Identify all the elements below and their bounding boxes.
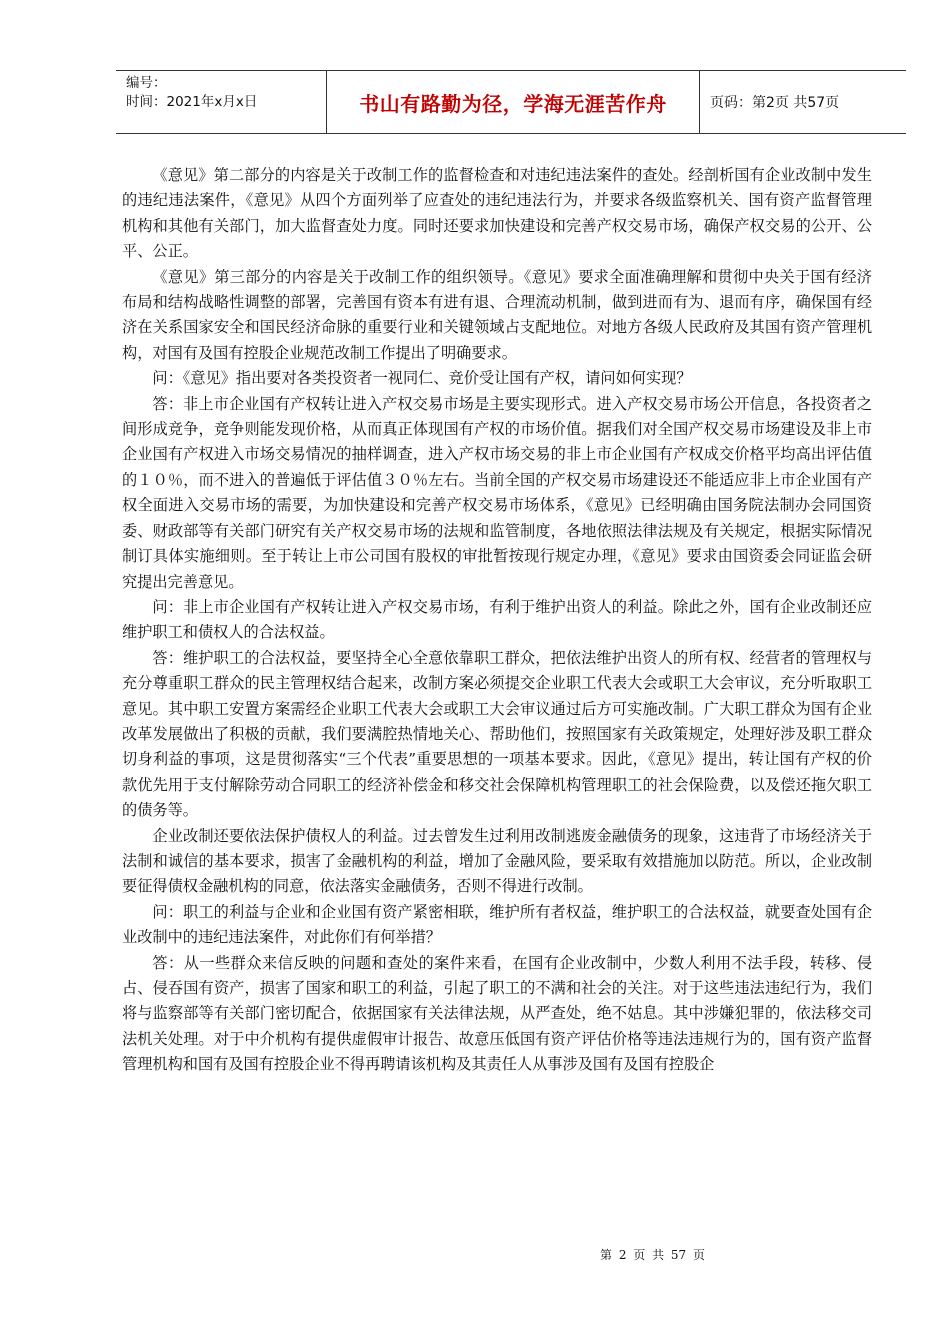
question-1: 问：《意见》指出要对各类投资者一视同仁、竞价受让国有产权，请问如何实现？: [152, 369, 692, 388]
header-motto: 书山有路勤为径，学海无涯苦作舟: [326, 71, 700, 133]
document-number-label: 编号：: [126, 75, 167, 91]
answer-2: 答：维护职工的合法权益，要坚持全心全意依靠职工群众，把依法维护出资人的所有权、经营者的管理权与充分尊重职工群众的民主管理权结合起来，改制方案必须提交企业职工代表大会或职工大会审议，充分听取职工意见。其中职工安置方案需经企业职工代表大会或职工大会审议通过后方可实施改制。广大职工群众为国有企业改革发展做出了积极的贡献，我们要满腔热情地关心、帮助他们，按照国家有关政策规定，处理好涉及职工群众切身利益的事项，这是贯彻落实“三个代表”重要思想的一项基本要求。因此，《意见》提出，转让国有产权的价款优先用于支付解除劳动合同职工的经济补偿金和移交社会保障机构管理职工的社会保险费，以及偿还拖欠职工的债务等。: [122, 648, 872, 820]
header-page-label: 页码：第2页 共57页: [710, 95, 840, 111]
answer-1: 答：非上市企业国有产权转让进入产权交易市场是主要实现形式。进入产权交易市场公开信息，各投资者之间形成竞争，竞争则能发现价格，从而真正体现国有产权的市场价值。据我们对全国产权交易市场建设及非上市企业国有产权进入市场交易情况的抽样调查，进入产权市场交易的非上市企业国有产权成交价格平均高出评估值的１０％，而不进入的普遍低于评估值３０％左右。当前全国的产权交易市场建设还不能适应非上市企业国有产权全面进入交易市场的需要，为加快建设和完善产权交易市场体系，《意见》已经明确由国务院法制办会同国资委、财政部等有关部门研究有关产权交易市场的法规和监管制度，各地依照法律法规及有关规定，根据实际情况制订具体实施细则。至于转让上市公司国有股权的审批暂按现行规定办理，《意见》要求由国资委会同证监会研究提出完善意见。: [122, 394, 872, 591]
question-2: 问：非上市企业国有产权转让进入产权交易市场，有利于维护出资人的利益。除此之外，国有企业改制还应维护职工和债权人的合法权益。: [122, 597, 872, 642]
answer-3: 答：从一些群众来信反映的问题和查处的案件来看，在国有企业改制中，少数人利用不法手段，转移、侵占、侵吞国有资产，损害了国家和职工的利益，引起了职工的不满和社会的关注。对于这些违法违纪行为，我们将与监察部等有关部门密切配合，依据国家有关法律法规，从严查处，绝不姑息。其中涉嫌犯罪的，依法移交司法机关处理。对于中介机构有提供虚假审计报告、故意压低国有资产评估价格等违法违规行为的，国有资产监督管理机构和国有及国有控股企业不得再聘请该机构及其责任人从事涉及国有及国有控股企: [122, 953, 872, 1074]
page-footer: 第 2 页 共 57 页: [600, 1248, 705, 1262]
page-header: [116, 70, 906, 134]
paragraph-creditors: 企业改制还要依法保护债权人的利益。过去曾发生过利用改制逃废金融债务的现象，这违背了市场经济关于法制和诚信的基本要求，损害了金融机构的利益，增加了金融风险，要采取有效措施加以防范。所以，企业改制要征得债权金融机构的同意，依法落实金融债务，否则不得进行改制。: [122, 826, 872, 896]
document-body: [122, 163, 872, 1078]
document-time-label: 时间：2021年x月x日: [126, 94, 258, 110]
paragraph-2: 《意见》第三部分的内容是关于改制工作的组织领导。《意见》要求全面准确理解和贯彻中央关于国有经济布局和结构战略性调整的部署，完善国有资本有进有退、合理流动机制，做到进而有为、退而有序，确保国有经济在关系国家安全和国民经济命脉的重要行业和关键领域占支配地位。对地方各级人民政府及其国有资产管理机构，对国有及国有控股企业规范改制工作提出了明确要求。: [122, 267, 872, 362]
paragraph-1: 《意见》第二部分的内容是关于改制工作的监督检查和对违纪违法案件的查处。经剖析国有企业改制中发生的违纪违法案件，《意见》从四个方面列举了应查处的违纪违法行为，并要求各级监察机关、国有资产监督管理机构和其他有关部门，加大监督查处力度。同时还要求加快建设和完善产权交易市场，确保产权交易的公开、公平、公正。: [122, 166, 872, 261]
header-meta: [116, 71, 326, 133]
question-3: 问：职工的利益与企业和企业国有资产紧密相联，维护所有者权益，维护职工的合法权益，就要查处国有企业改制中的违纪违法案件，对此你们有何举措？: [122, 902, 872, 947]
